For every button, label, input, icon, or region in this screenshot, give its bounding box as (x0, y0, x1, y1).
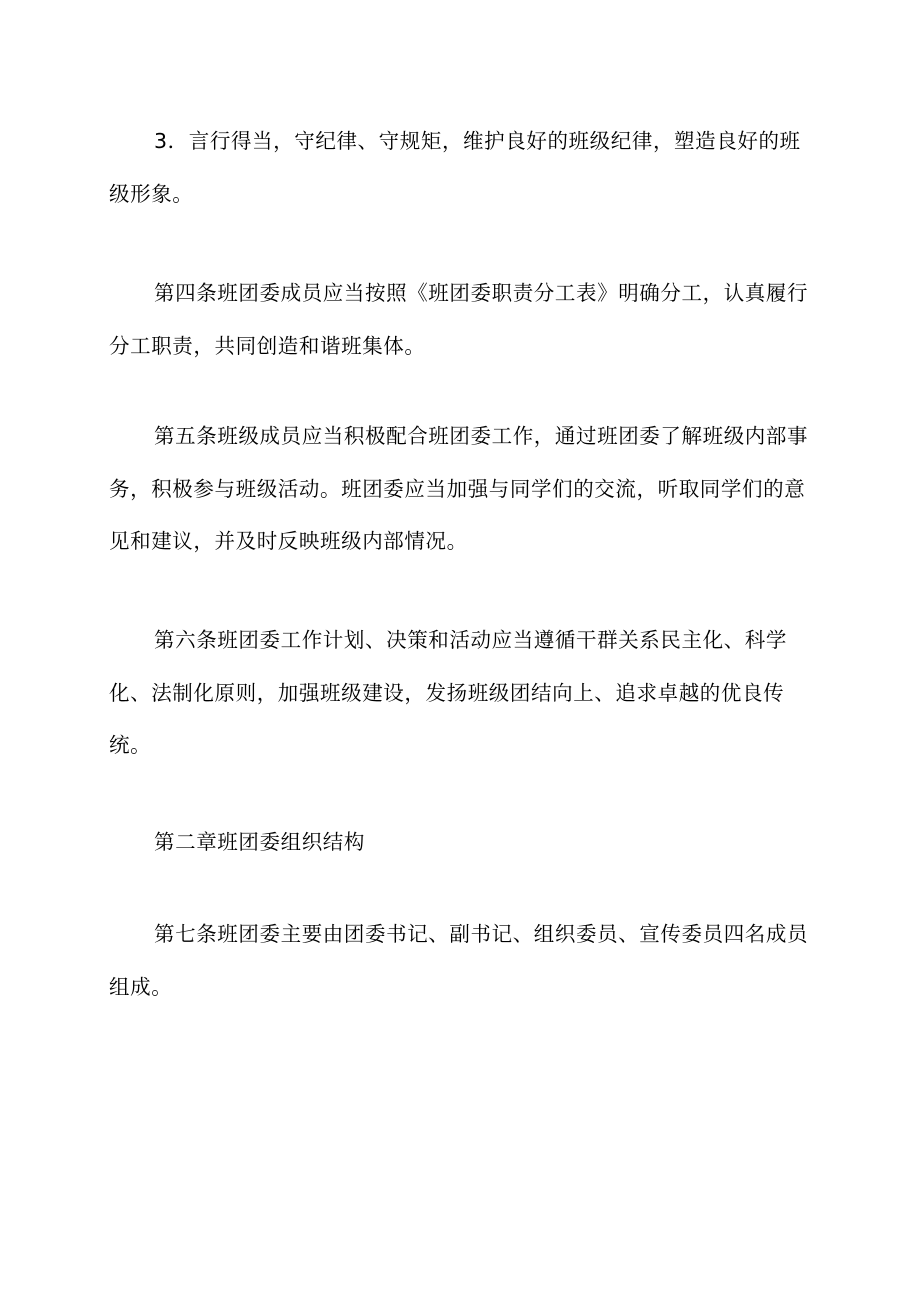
paragraph-article-4: 第四条班团委成员应当按照《班团委职责分工表》明确分工，认真履行分工职责，共同创造和谐班集体。 (109, 281, 809, 358)
paragraph-article-7: 第七条班团委主要由团委书记、副书记、组织委员、宣传委员四名成员组成。 (109, 922, 809, 999)
chapter-heading: 第二章班团委组织结构 (154, 830, 365, 854)
paragraph-article-5: 第五条班级成员应当积极配合班团委工作，通过班团委了解班级内部事务，积极参与班级活动。班团委应当加强与同学们的交流，听取同学们的意见和建议，并及时反映班级内部情况。 (109, 424, 809, 553)
paragraph-article-6: 第六条班团委工作计划、决策和活动应当遵循干群关系民主化、科学化、法制化原则，加强班级建设，发扬班级团结向上、追求卓越的优良传统。 (109, 628, 787, 757)
paragraph-item-3: 3．言行得当，守纪律、守规矩，维护良好的班级纪律，塑造良好的班级形象。 (109, 129, 801, 206)
